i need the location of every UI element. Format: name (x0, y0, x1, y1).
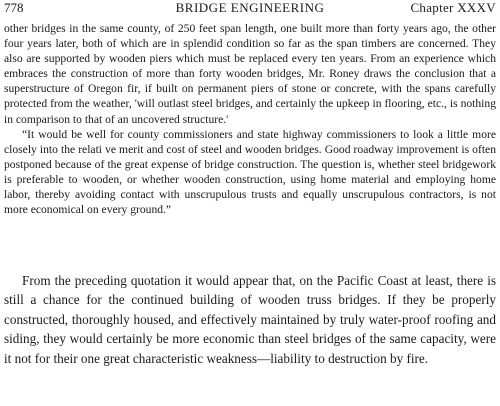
quote-paragraph-1: other bridges in the same county, of 250 feet span length, one built more than forty years ago, the other four years later, both of which are in splendid condition so far as the span timbers are concerned. They also are supported by wooden piers which must be replaced every ten years. From an experience which embraces the construction of more than forty wooden bridges, Mr. Roney draws the conclusion that a superstructure of Oregon fir, if built on permanent piers of stone or concrete, with the spans carefully protected from the weather, 'will outlast steel bridges, and certainly the upkeep in flooring, etc., is nothing in comparison to that of an uncovered structure.' (4, 22, 496, 126)
body-text (4, 271, 496, 368)
page-number: 778 (4, 0, 24, 15)
chapter-label: Chapter XXXV (410, 0, 496, 15)
body-paragraph-1: From the preceding quotation it would appear that, on the Pacific Coast at least, there is still a chance for the continued building of wooden truss bridges. If they be properly constructed, thoroughly housed, and effectively maintained by truly water-proof roofing and siding, they would certainly be more economic than steel bridges of the same capacity, were it not for their one great characteristic weakness—liability to destruction by fire. (4, 273, 496, 366)
block-quotation (4, 21, 496, 217)
quote-paragraph-2: “It would be well for county commissioners and state highway commissioners to look a little more closely into the relati ve merit and cost of steel and wooden bridges. Good roadway improvement is often postponed because of the great expense of bridge construction. The question is, whether steel bridgework is preferable to wooden, or whether wooden construction, using home material and employing home labor, thereby avoiding contact with unscrupulous trusts and equally unscrupulous contractors, is not more economical on every ground.” (4, 127, 496, 217)
running-header (4, 0, 496, 16)
running-title: BRIDGE ENGINEERING (175, 0, 325, 15)
